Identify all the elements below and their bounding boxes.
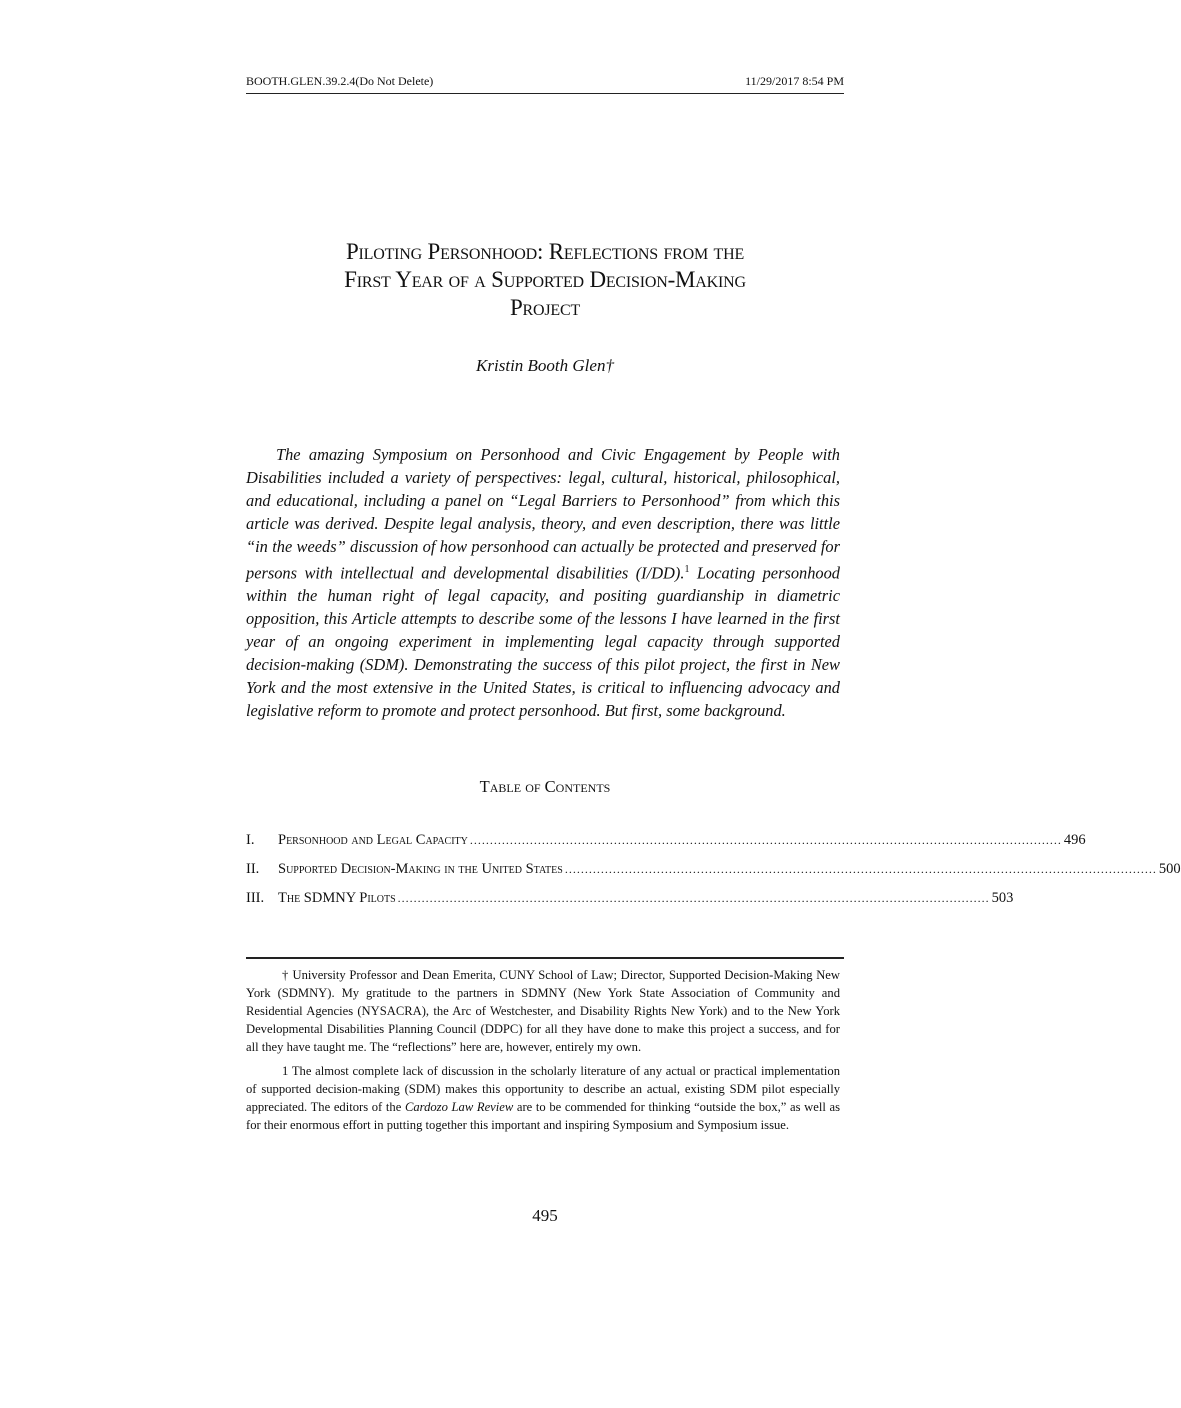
toc-leader-dots: .................................................................................................................................................... bbox=[469, 833, 1062, 847]
page-number: 495 bbox=[532, 1206, 558, 1225]
running-header bbox=[246, 74, 844, 94]
footnote-dagger: † University Professor and Dean Emerita, CUNY School of Law; Director, Supported Decision-Making New York (SDMNY). My gratitude to the partners in SDMNY (New York State Association of Community and Residential Agencies (NYSACRA), the Arc of Westchester, and Disability Rights New York) and to the New York Developmental Disabilities Planning Council (DDPC) for all they have done to make this project a success, and for all they have taught me. The “reflections” here are, however, entirely my own. bbox=[246, 968, 840, 1054]
article-title bbox=[246, 238, 844, 322]
toc-item[interactable] bbox=[246, 832, 1086, 861]
toc-item-page: 500 bbox=[1158, 861, 1181, 877]
title-line-2: First Year of a Supported Decision-Making bbox=[344, 267, 746, 292]
toc-item-label: The SDMNY Pilots bbox=[278, 890, 396, 906]
abstract-text-continued: Locating personhood within the human right of legal capacity, and positing guardianship in diametric opposition, this Article attempts to describe some of the lessons I have learned in the first year of an ongoing experiment in implementing legal capacity through supported decision-making (SDM). Demonstrating the success of this pilot project, the first in New York and the most extensive in the United States, is critical to influencing advocacy and legislative reform to promote and protect personhood. But first, some background. bbox=[246, 563, 841, 721]
footnote-1 bbox=[246, 1062, 840, 1134]
toc-item[interactable] bbox=[246, 861, 1181, 890]
toc-item-number: II. bbox=[246, 861, 260, 877]
toc-leader-dots: .................................................................................................................................................... bbox=[397, 891, 990, 905]
toc-heading: Table of Contents bbox=[479, 777, 611, 796]
toc-item-page: 496 bbox=[1063, 832, 1086, 848]
toc-item-label: Personhood and Legal Capacity bbox=[278, 832, 468, 848]
toc-item-label: Supported Decision-Making in the United States bbox=[278, 861, 563, 877]
footnote-ref-1[interactable]: 1 bbox=[684, 564, 690, 575]
author-name: Kristin Booth Glen† bbox=[476, 356, 614, 375]
title-line-1: Piloting Personhood: Reflections from the bbox=[345, 239, 745, 264]
abstract bbox=[246, 443, 840, 722]
toc-leader-dots: .................................................................................................................................................... bbox=[564, 862, 1157, 876]
footnote-divider bbox=[246, 957, 844, 959]
toc-item-number: III. bbox=[246, 890, 265, 906]
title-line-3: Project bbox=[509, 295, 581, 320]
table-of-contents bbox=[246, 832, 1181, 919]
footnote-1-text: 1 The almost complete lack of discussion in the scholarly literature of any actual or practical implementation of supported decision-making (SDM) makes this opportunity to describe an actual, existing SDM pilot especially appreciated. The editors of the bbox=[246, 1064, 840, 1114]
abstract-text: The amazing Symposium on Personhood and Civic Engagement by People with Disabilities included a variety of perspectives: legal, cultural, historical, philosophical, and educational, including a panel on “Legal Barriers to Personhood” from which this article was derived. Despite legal analysis, theory, and even description, there was little “in the weeds” discussion of how personhood can actually be protected and preserved for persons with intellectual and developmental disabilities (I/DD). bbox=[246, 445, 840, 583]
footnote-1-journal-name: Cardozo Law Review bbox=[404, 1100, 514, 1114]
footnote-1-text-continued: are to be commended for thinking “outside the box,” as well as for their enormous effort in putting together this important and inspiring Symposium and Symposium issue. bbox=[246, 1100, 840, 1132]
header-document-id: BOOTH.GLEN.39.2.4(Do Not Delete) bbox=[246, 74, 434, 88]
header-timestamp: 11/29/2017 8:54 PM bbox=[745, 74, 844, 88]
toc-item[interactable] bbox=[246, 890, 1014, 919]
footnotes bbox=[246, 966, 840, 1140]
toc-item-page: 503 bbox=[991, 890, 1014, 906]
toc-item-number: I. bbox=[246, 832, 255, 848]
